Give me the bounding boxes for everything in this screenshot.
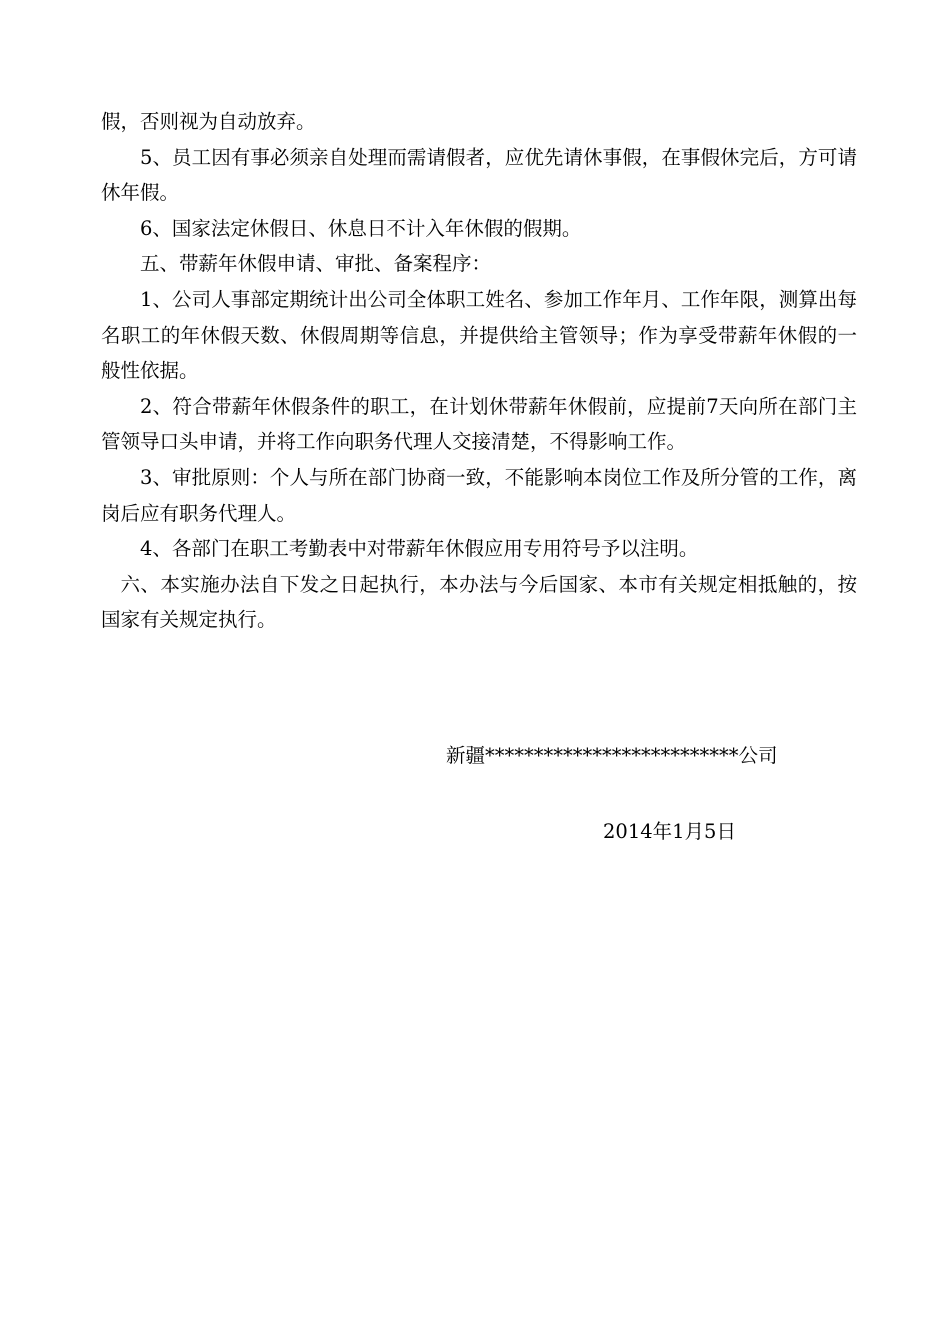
paragraph-step-4: 4、各部门在职工考勤表中对带薪年休假应用专用符号予以注明。 — [140, 537, 699, 561]
paragraph-step-2: 2、符合带薪年休假条件的职工，在计划休带薪年休假前，应提前7天向所在部门主管领导口头申请，并将工作向职务代理人交接清楚，不得影响工作。 — [101, 394, 857, 454]
paragraph-step-1: 1、公司人事部定期统计出公司全体职工姓名、参加工作年月、工作年限，测算出每名职工的年休假天数、休假周期等信息，并提供给主管领导；作为享受带薪年休假的一般性依据。 — [101, 287, 857, 383]
signature-date: 2014年1月5日 — [603, 820, 736, 843]
document-body — [101, 104, 857, 638]
signature-company: 新疆**************************公司 — [446, 744, 778, 767]
section-heading-5: 五、带薪年休假申请、审批、备案程序： — [140, 252, 492, 276]
paragraph-step-3: 3、审批原则：个人与所在部门协商一致，不能影响本岗位工作及所分管的工作，离岗后应有职务代理人。 — [101, 465, 857, 525]
paragraph-continuation: 假，否则视为自动放弃。 — [101, 110, 316, 133]
section-heading-6: 六、本实施办法自下发之日起执行，本办法与今后国家、本市有关规定相抵触的，按国家有关规定执行。 — [101, 572, 857, 632]
paragraph-item-5: 5、员工因有事必须亲自处理而需请假者，应优先请休事假，在事假休完后，方可请休年假。 — [101, 145, 857, 205]
paragraph-item-6: 6、国家法定休假日、休息日不计入年休假的假期。 — [140, 216, 582, 240]
